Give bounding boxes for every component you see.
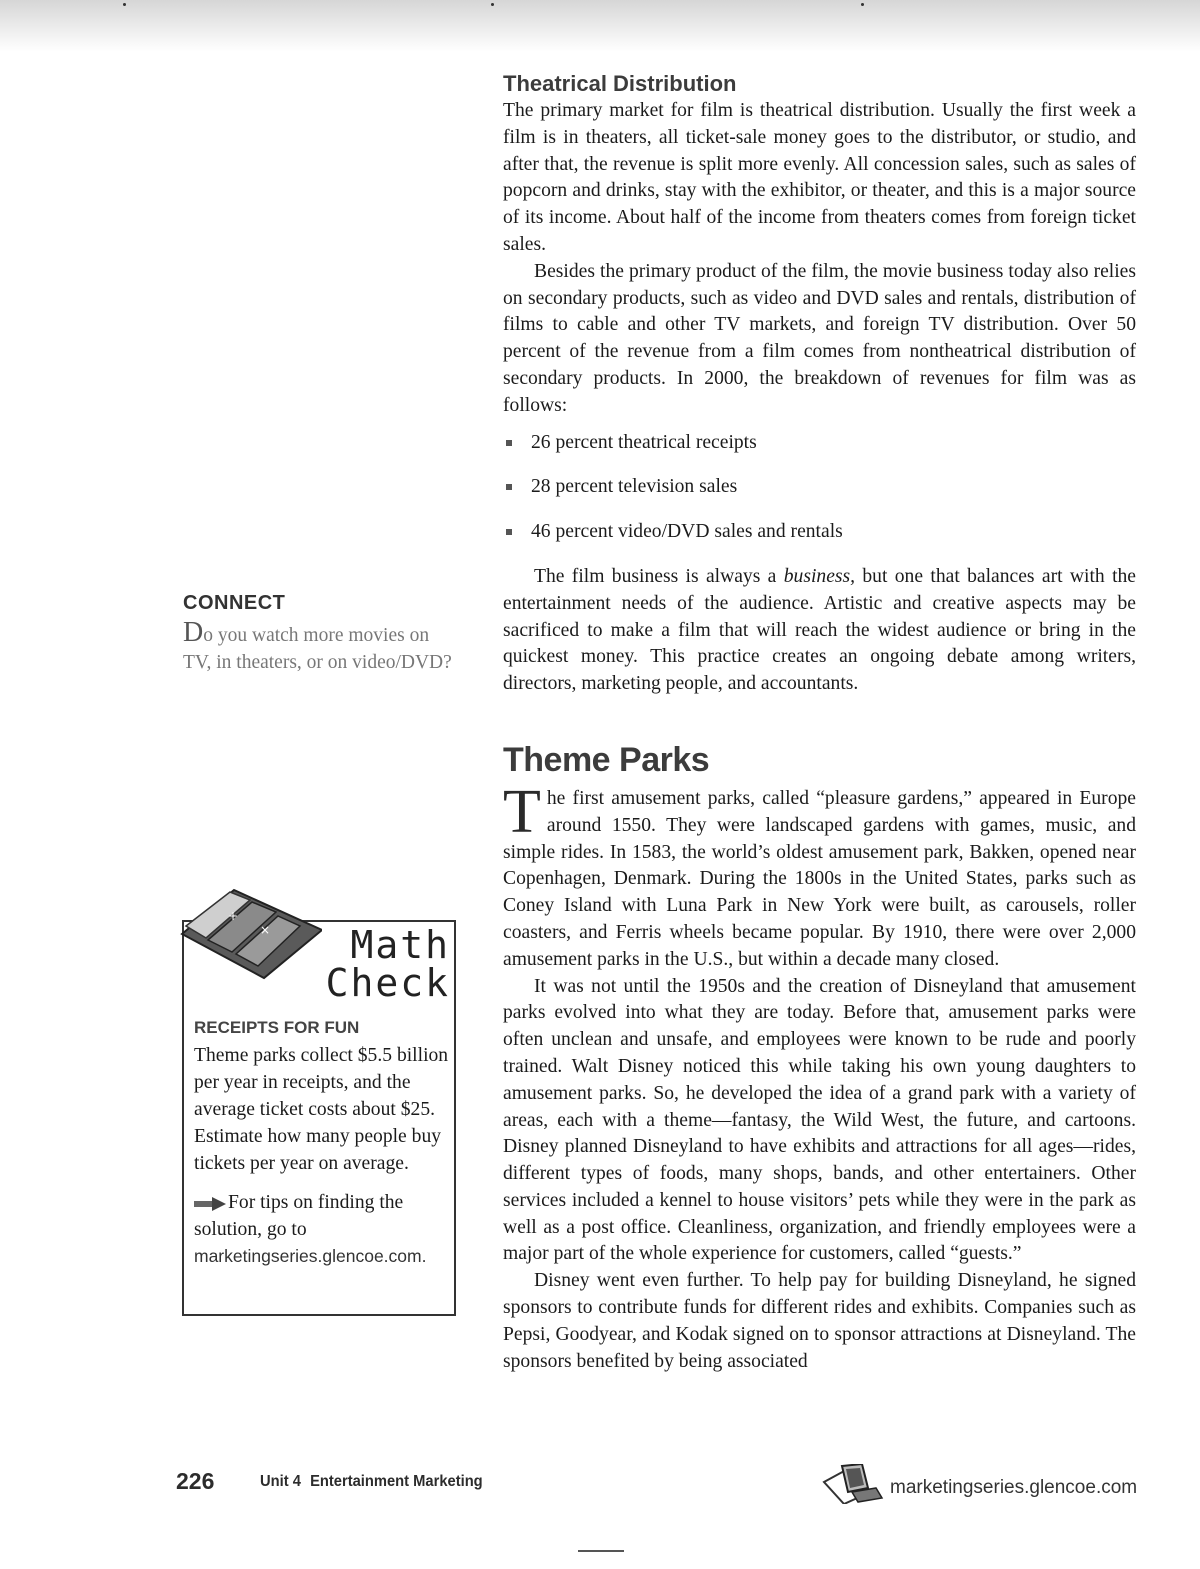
body-paragraph: Besides the primary product of the film, the movie business today also relies on secondary products, such as video and DVD sales and rentals, distribution of films to cable and other TV markets, and foreign TV distribution. Over 50 percent of the revenue from a film comes from nontheatrical distribution of secondary products. In 2000, the breakdown of revenues for film was as follows:: [503, 260, 1136, 416]
text-run: he first amusement parks, called “pleasure gardens,” appeared in Europe around 1550. They were landscaped gardens with games, music, and simple rides. In 1583, the world’s oldest amusement park, Bakken, opened near Copenhagen, Denmark. During the 1800s in the United States, parks such as Coney Island with Luna Park in New York were built, as carousels, roller coasters, and Ferris wheels became popular. By 1910, there were over 2,000 amusement parks in the U.S., but within a decade many closed.: [503, 787, 1136, 970]
computer-icon: [822, 1464, 884, 1504]
connect-label: CONNECT: [183, 592, 286, 614]
scan-speck: [861, 3, 864, 6]
divider: [578, 1550, 624, 1552]
body-paragraph: It was not until the 1950s and the creation of Disneyland that amusement parks evolved into what they are today. Before that, amusement parks were often unclean and unsafe, and employees were known to be rude and poorly trained. Walt Disney noticed this while taking his own young daughters to amusement parks. So, he developed the idea of a grand park with a variety of areas, each with a theme—fantasy, the Wild West, the future, and cartoons. Disney planned Disneyland to have exhibits and attractions for all ages—rides, different types of foods, many shops, bands, and other entertainers. Other services included a kennel to house visitors’ pets while they were in the park as well as a post office. Cleanliness, organization, and friendly employees were a major part of the whole experience for customers, called “guests.”: [503, 975, 1136, 1265]
math-check-link[interactable]: marketingseries.glencoe.com.: [194, 1246, 427, 1266]
main-column: [503, 70, 1136, 1375]
scan-speck: [123, 3, 126, 6]
list-item: [503, 474, 1136, 501]
unit-title: Entertainment Marketing: [310, 1473, 483, 1490]
running-footer: [260, 1473, 483, 1491]
math-title-line: Check: [325, 961, 450, 1005]
svg-text:+: +: [228, 909, 239, 923]
math-title-line: Math: [350, 923, 450, 967]
scan-top-shadow: [0, 0, 1200, 52]
list-item: [503, 519, 1136, 546]
footer-link[interactable]: marketingseries.glencoe.com: [890, 1477, 1138, 1498]
body-paragraph: [503, 777, 1136, 974]
list-item-text: 46 percent video/DVD sales and rentals: [531, 521, 843, 543]
bullet-square-icon: [506, 440, 512, 446]
theme-parks-heading: Theme Parks: [503, 740, 710, 779]
connect-sidebar: [183, 592, 458, 676]
math-check-tip: [194, 1189, 449, 1270]
text-run: The film business is always a: [534, 565, 784, 587]
text-run: but one that balances art with the entertainment needs of the audience. Artistic and creative aspects may be sacrificed to make a film that will reach the widest audience or bring in the quickest money. This practice creates an ongoing debate among writers, directors, marketing people, and accountants.: [503, 565, 1137, 695]
emphasis-text: business,: [783, 565, 856, 587]
page-number: 226: [176, 1468, 215, 1494]
body-paragraph: The primary market for film is theatrical distribution. Usually the first week a film is in theaters, all ticket-sale money goes to the distributor, or studio, and after that, the revenue is split more evenly. All concession sales, such as sales of popcorn and drinks, stay with the exhibitor, or theater, and this is a major source of its income. About half of the income from theaters comes from foreign ticket sales.: [503, 100, 1136, 255]
math-check-problem: Theme parks collect $5.5 billion per year in receipts, and the average ticket costs about $25. Estimate how many people buy tickets per year on average.: [194, 1045, 449, 1174]
theatrical-distribution-heading: Theatrical Distribution: [503, 71, 737, 96]
math-check-subhead: RECEIPTS FOR FUN: [194, 1018, 360, 1037]
arrow-right-icon: [194, 1197, 226, 1211]
bullet-square-icon: [506, 484, 512, 490]
connect-first-letter: D: [183, 617, 204, 648]
body-paragraph: Disney went even further. To help pay for building Disneyland, he signed sponsors to contribute funds for different rides and exhibits. Companies such as Pepsi, Goodyear, and Kodak signed on to sponsor attractions at Disneyland. The sponsors benefited by being associated: [503, 1270, 1136, 1372]
list-item-text: 26 percent theatrical receipts: [531, 431, 757, 453]
unit-label: Unit 4: [260, 1473, 301, 1490]
math-check-content: [194, 1018, 449, 1270]
svg-text:×: ×: [260, 923, 271, 937]
drop-cap: T: [503, 777, 541, 846]
math-check-title: [300, 923, 450, 1005]
math-tip-text: For tips on finding the solution, go to: [194, 1192, 404, 1240]
body-paragraph: [503, 564, 1136, 698]
scan-speck: [491, 3, 494, 6]
list-item: [503, 430, 1136, 457]
bullet-square-icon: [506, 529, 512, 535]
connect-question-text: o you watch more movies on TV, in theaters, or on video/DVD?: [183, 625, 452, 673]
revenue-breakdown-list: [503, 430, 1136, 546]
list-item-text: 28 percent television sales: [531, 476, 738, 498]
connect-question: [183, 619, 458, 676]
